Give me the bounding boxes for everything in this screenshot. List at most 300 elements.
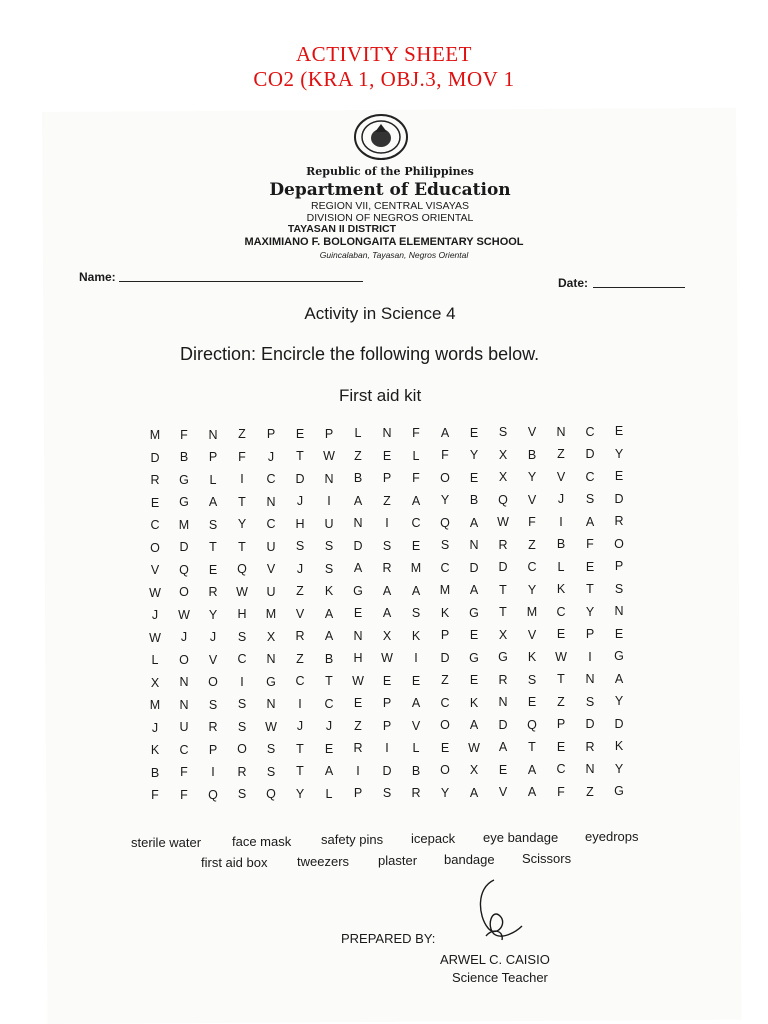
grid-letter[interactable]: R <box>585 739 595 754</box>
grid-letter[interactable]: F <box>557 784 565 799</box>
grid-letter[interactable]: E <box>469 470 479 485</box>
grid-letter[interactable]: S <box>411 606 421 621</box>
grid-letter[interactable]: N <box>469 538 479 553</box>
grid-letter[interactable]: E <box>469 673 479 688</box>
grid-letter[interactable]: Y <box>585 604 595 619</box>
grid-letter[interactable]: X <box>469 763 479 778</box>
grid-letter[interactable]: B <box>179 450 189 465</box>
grid-letter[interactable]: L <box>354 426 362 441</box>
grid-letter[interactable]: J <box>325 719 333 734</box>
grid-letter[interactable]: F <box>412 426 420 441</box>
grid-letter[interactable]: B <box>527 447 537 462</box>
grid-letter[interactable]: S <box>237 787 247 802</box>
grid-letter[interactable]: W <box>265 719 277 734</box>
grid-letter[interactable]: T <box>325 674 333 689</box>
grid-letter[interactable]: C <box>585 424 595 439</box>
grid-letter[interactable]: L <box>151 653 159 667</box>
grid-letter[interactable]: I <box>385 741 389 756</box>
grid-letter[interactable]: E <box>440 740 450 755</box>
grid-letter[interactable]: C <box>527 560 537 575</box>
grid-letter[interactable]: P <box>556 717 566 732</box>
grid-letter[interactable]: A <box>353 561 363 576</box>
grid-letter[interactable]: B <box>324 651 334 666</box>
grid-letter[interactable]: C <box>179 742 189 757</box>
grid-letter[interactable]: Y <box>614 694 624 709</box>
grid-letter[interactable]: A <box>469 515 479 530</box>
grid-letter[interactable]: G <box>614 784 624 799</box>
grid-letter[interactable]: C <box>585 469 595 484</box>
grid-letter[interactable]: J <box>296 494 304 509</box>
grid-letter[interactable]: T <box>238 539 246 554</box>
grid-letter[interactable]: K <box>440 605 450 620</box>
grid-letter[interactable]: P <box>382 471 392 486</box>
grid-letter[interactable]: S <box>266 764 276 779</box>
grid-letter[interactable]: I <box>327 494 331 509</box>
grid-letter[interactable]: Y <box>527 470 537 485</box>
grid-letter[interactable]: W <box>236 584 248 599</box>
grid-letter[interactable]: W <box>381 651 393 666</box>
grid-letter[interactable]: A <box>353 493 363 508</box>
grid-letter[interactable]: Z <box>441 673 449 688</box>
grid-letter[interactable]: O <box>150 540 160 555</box>
grid-letter[interactable]: Y <box>527 582 537 597</box>
grid-letter[interactable]: N <box>179 675 189 690</box>
grid-letter[interactable]: Y <box>208 607 218 622</box>
grid-letter[interactable]: R <box>237 764 247 779</box>
grid-letter[interactable]: K <box>324 584 334 599</box>
grid-letter[interactable]: F <box>586 537 594 552</box>
grid-letter[interactable]: G <box>614 649 624 664</box>
grid-letter[interactable]: Z <box>354 448 362 463</box>
grid-letter[interactable]: D <box>585 717 595 732</box>
grid-letter[interactable]: R <box>382 561 392 576</box>
grid-letter[interactable]: V <box>295 606 305 621</box>
grid-letter[interactable]: C <box>440 695 450 710</box>
direction-text: Direction: Encircle the following words below. <box>180 344 540 364</box>
grid-letter[interactable]: R <box>353 741 363 756</box>
grid-letter[interactable]: B <box>150 765 160 780</box>
grid-letter[interactable]: W <box>468 740 480 755</box>
grid-letter[interactable]: E <box>295 426 305 441</box>
grid-letter[interactable]: U <box>266 584 276 599</box>
grid-letter[interactable]: O <box>440 470 450 485</box>
grid-letter[interactable]: E <box>585 559 595 574</box>
grid-letter[interactable]: X <box>498 470 508 485</box>
grid-letter[interactable]: J <box>209 630 217 645</box>
grid-letter[interactable]: B <box>556 537 566 552</box>
grid-letter[interactable]: F <box>528 515 536 530</box>
grid-letter[interactable]: I <box>559 514 563 529</box>
grid-letter[interactable]: S <box>208 697 218 712</box>
grid-letter[interactable]: Q <box>498 492 508 507</box>
grid-letter[interactable]: E <box>614 424 624 439</box>
name-label: Name: <box>79 270 116 284</box>
grid-letter[interactable]: A <box>585 514 595 529</box>
grid-letter[interactable]: W <box>352 673 364 688</box>
school-name: MAXIMIANO F. BOLONGAITA ELEMENTARY SCHOOL <box>244 236 524 248</box>
grid-letter[interactable]: E <box>353 606 363 621</box>
grid-letter[interactable]: N <box>266 697 276 712</box>
grid-letter[interactable]: K <box>150 743 160 757</box>
grid-letter[interactable]: P <box>382 696 392 711</box>
grid-letter[interactable]: W <box>149 630 161 645</box>
grid-letter[interactable]: G <box>498 650 508 665</box>
republic-line: Republic of the Philippines <box>306 165 474 178</box>
grid-letter[interactable]: D <box>469 560 479 575</box>
grid-letter[interactable]: Y <box>440 493 450 508</box>
grid-letter[interactable]: V <box>266 562 276 577</box>
grid-letter[interactable]: L <box>412 448 420 463</box>
grid-letter[interactable]: L <box>325 786 333 801</box>
grid-letter[interactable]: A <box>382 606 392 621</box>
grid-letter[interactable]: G <box>469 605 479 620</box>
grid-letter[interactable]: Z <box>238 427 246 442</box>
grid-letter[interactable]: K <box>469 695 479 710</box>
word-item: icepack <box>411 831 456 846</box>
grid-letter[interactable]: Z <box>586 784 594 799</box>
grid-letter[interactable]: T <box>238 494 246 509</box>
grid-letter[interactable]: I <box>211 765 215 780</box>
grid-letter[interactable]: Z <box>296 584 304 599</box>
grid-letter[interactable]: M <box>149 428 161 442</box>
grid-letter[interactable]: M <box>439 583 451 598</box>
grid-letter[interactable]: R <box>208 585 218 600</box>
grid-letter[interactable]: A <box>324 606 334 621</box>
grid-letter[interactable]: F <box>441 448 449 463</box>
grid-letter[interactable]: V <box>411 718 421 733</box>
grid-letter[interactable]: D <box>614 716 624 731</box>
grid-letter[interactable]: A <box>527 785 537 800</box>
grid-letter[interactable]: S <box>498 425 508 440</box>
grid-letter[interactable]: Z <box>296 651 304 666</box>
grid-letter[interactable]: R <box>295 629 305 644</box>
grid-letter[interactable]: Q <box>237 562 247 577</box>
grid-letter[interactable]: H <box>353 651 363 666</box>
grid-letter[interactable]: Z <box>528 537 536 552</box>
grid-letter[interactable]: U <box>324 516 334 531</box>
grid-letter[interactable]: T <box>296 764 304 779</box>
grid-letter[interactable]: A <box>469 583 479 598</box>
grid-letter[interactable]: W <box>555 649 567 664</box>
grid-letter[interactable]: S <box>324 561 334 576</box>
grid-letter[interactable]: Y <box>440 785 450 800</box>
grid-letter[interactable]: R <box>498 537 508 552</box>
grid-letter[interactable]: Z <box>557 447 565 462</box>
grid-letter[interactable]: S <box>585 492 595 507</box>
grid-letter[interactable]: N <box>585 672 595 687</box>
grid-letter[interactable]: G <box>353 583 363 598</box>
grid-letter[interactable]: A <box>498 740 508 755</box>
grid-letter[interactable]: E <box>498 762 508 777</box>
grid-letter[interactable]: R <box>208 720 218 735</box>
grid-letter[interactable]: F <box>180 427 188 442</box>
grid-letter[interactable]: I <box>240 674 244 689</box>
grid-letter[interactable]: Z <box>383 493 391 508</box>
grid-letter[interactable]: D <box>498 717 508 732</box>
grid-letter[interactable]: D <box>150 450 160 465</box>
grid-letter[interactable]: E <box>614 626 624 641</box>
grid-letter[interactable]: O <box>179 652 189 667</box>
grid-letter[interactable]: A <box>469 785 479 800</box>
grid-letter[interactable]: L <box>557 559 565 574</box>
grid-letter[interactable]: D <box>614 491 624 506</box>
grid-letter[interactable]: T <box>499 582 507 597</box>
grid-letter[interactable]: A <box>324 764 334 779</box>
grid-letter[interactable]: N <box>498 695 508 710</box>
grid-letter[interactable]: E <box>411 538 421 553</box>
grid-letter[interactable]: C <box>266 517 276 532</box>
grid-letter[interactable]: P <box>208 450 218 465</box>
grid-letter[interactable]: E <box>382 448 392 463</box>
grid-letter[interactable]: S <box>382 786 392 801</box>
grid-letter[interactable]: D <box>440 650 450 665</box>
grid-letter[interactable]: I <box>414 651 418 666</box>
grid-letter[interactable]: F <box>180 787 188 802</box>
grid-letter[interactable]: V <box>527 492 537 507</box>
grid-letter[interactable]: E <box>469 628 479 643</box>
grid-letter[interactable]: X <box>498 447 508 462</box>
grid-letter[interactable]: C <box>556 762 566 777</box>
grid-letter[interactable]: E <box>353 696 363 711</box>
grid-letter[interactable]: O <box>179 585 189 600</box>
grid-letter[interactable]: S <box>585 694 595 709</box>
grid-letter[interactable]: G <box>179 472 189 487</box>
school-address: Guincalaban, Tayasan, Negros Oriental <box>319 250 469 260</box>
grid-letter[interactable]: E <box>411 673 421 688</box>
grid-letter[interactable]: J <box>557 492 565 507</box>
grid-letter[interactable]: A <box>440 425 450 440</box>
grid-letter[interactable]: I <box>240 472 244 487</box>
grid-letter[interactable]: N <box>353 628 363 643</box>
grid-letter[interactable]: E <box>469 425 479 440</box>
grid-letter[interactable]: S <box>295 539 305 554</box>
grid-letter[interactable]: T <box>296 741 304 756</box>
grid-letter[interactable]: B <box>469 493 479 508</box>
grid-letter[interactable]: N <box>353 516 363 531</box>
grid-letter[interactable]: E <box>382 673 392 688</box>
grid-letter[interactable]: J <box>151 720 159 735</box>
grid-letter[interactable]: R <box>150 473 160 487</box>
grid-letter[interactable]: A <box>469 718 479 733</box>
grid-letter[interactable]: X <box>266 629 276 644</box>
grid-letter[interactable]: O <box>614 536 624 551</box>
grid-letter[interactable]: P <box>382 718 392 733</box>
grid-letter[interactable]: T <box>296 449 304 464</box>
district-line: TAYASAN II DISTRICT <box>287 223 397 235</box>
word-item: plaster <box>378 853 418 868</box>
grid-letter[interactable]: K <box>527 650 537 665</box>
grid-letter[interactable]: L <box>209 472 217 487</box>
grid-letter[interactable]: W <box>149 585 161 600</box>
grid-letter[interactable]: C <box>295 674 305 689</box>
grid-letter[interactable]: A <box>382 583 392 598</box>
grid-letter[interactable]: C <box>556 604 566 619</box>
grid-letter[interactable]: B <box>353 471 363 486</box>
grid-letter[interactable]: W <box>497 515 509 530</box>
grid-letter[interactable]: A <box>527 762 537 777</box>
grid-letter[interactable]: N <box>266 652 276 667</box>
grid-letter[interactable]: E <box>527 695 537 710</box>
grid-letter[interactable]: C <box>150 518 160 532</box>
grid-letter[interactable]: N <box>585 762 595 777</box>
grid-letter[interactable]: I <box>385 516 389 531</box>
grid-letter[interactable]: A <box>324 629 334 644</box>
grid-letter[interactable]: S <box>382 538 392 553</box>
grid-letter[interactable]: F <box>238 449 246 464</box>
grid-letter[interactable]: V <box>150 563 160 577</box>
grid-letter[interactable]: Z <box>557 694 565 709</box>
grid-letter[interactable]: C <box>440 560 450 575</box>
word-item: bandage <box>444 852 495 867</box>
word-item: safety pins <box>321 832 384 847</box>
grid-letter[interactable]: U <box>266 539 276 554</box>
grid-letter[interactable]: M <box>410 561 422 576</box>
grid-letter[interactable]: S <box>237 697 247 712</box>
grid-letter[interactable]: R <box>614 514 624 529</box>
grid-letter[interactable]: C <box>411 516 421 531</box>
grid-letter[interactable]: A <box>614 671 624 686</box>
grid-letter[interactable]: T <box>586 582 594 597</box>
grid-letter[interactable]: S <box>266 742 276 757</box>
grid-letter[interactable]: T <box>209 540 217 555</box>
grid-letter[interactable]: D <box>585 447 595 462</box>
grid-letter[interactable]: S <box>237 719 247 734</box>
grid-letter[interactable]: G <box>266 674 276 689</box>
grid-letter[interactable]: X <box>150 675 160 690</box>
grid-letter[interactable]: K <box>556 582 566 597</box>
grid-letter[interactable]: P <box>353 786 363 801</box>
grid-letter[interactable]: Q <box>440 515 450 530</box>
grid-letter[interactable]: J <box>267 449 275 464</box>
grid-letter[interactable]: Y <box>614 446 624 461</box>
grid-letter[interactable]: Q <box>266 787 276 802</box>
grid-letter[interactable]: O <box>208 675 218 690</box>
grid-letter[interactable]: M <box>526 605 538 620</box>
grid-letter[interactable]: F <box>151 788 159 802</box>
grid-letter[interactable]: P <box>266 427 276 442</box>
grid-letter[interactable]: Z <box>354 718 362 733</box>
grid-letter[interactable]: S <box>527 672 537 687</box>
grid-letter[interactable]: V <box>527 627 537 642</box>
grid-letter[interactable]: M <box>265 607 277 622</box>
grid-letter[interactable]: N <box>382 426 392 441</box>
grid-letter[interactable]: K <box>411 628 421 643</box>
grid-letter[interactable]: Y <box>614 761 624 776</box>
grid-letter[interactable]: Q <box>179 562 189 577</box>
grid-letter[interactable]: Q <box>527 717 537 732</box>
grid-letter[interactable]: J <box>180 630 188 645</box>
grid-letter[interactable]: E <box>556 739 566 754</box>
grid-letter[interactable]: H <box>237 607 247 622</box>
grid-letter[interactable]: T <box>557 672 565 687</box>
grid-letter[interactable]: D <box>498 560 508 575</box>
grid-letter[interactable]: E <box>556 627 566 642</box>
division-line: DIVISION OF NEGROS ORIENTAL <box>306 212 474 224</box>
grid-letter[interactable]: K <box>614 739 624 754</box>
grid-letter[interactable]: W <box>323 449 335 464</box>
grid-letter[interactable]: I <box>588 649 592 664</box>
grid-letter[interactable]: N <box>266 494 276 509</box>
grid-letter[interactable]: D <box>353 538 363 553</box>
grid-letter[interactable]: E <box>324 741 334 756</box>
grid-letter[interactable]: C <box>237 652 247 667</box>
grid-letter[interactable]: S <box>324 539 334 554</box>
grid-letter[interactable]: F <box>412 471 420 486</box>
grid-letter[interactable]: P <box>324 426 334 441</box>
grid-letter[interactable]: I <box>298 696 302 711</box>
grid-letter[interactable]: A <box>411 696 421 711</box>
grid-letter[interactable]: P <box>585 627 595 642</box>
grid-letter[interactable]: E <box>614 469 624 484</box>
grid-letter[interactable]: V <box>556 469 566 484</box>
grid-letter[interactable]: S <box>614 581 624 596</box>
grid-letter[interactable]: E <box>150 495 160 510</box>
grid-letter[interactable]: I <box>356 763 360 778</box>
grid-letter[interactable]: N <box>208 427 218 442</box>
grid-letter[interactable]: V <box>498 785 508 800</box>
grid-letter[interactable]: F <box>180 765 188 780</box>
grid-letter[interactable]: C <box>266 472 276 487</box>
grid-letter[interactable]: J <box>151 608 159 622</box>
grid-letter[interactable]: S <box>440 538 450 553</box>
grid-letter[interactable]: J <box>296 561 304 576</box>
grid-letter[interactable]: U <box>179 720 189 735</box>
grid-letter[interactable]: D <box>295 471 305 486</box>
grid-letter[interactable]: G <box>179 495 189 510</box>
grid-letter[interactable]: L <box>412 741 420 756</box>
grid-letter[interactable]: W <box>178 607 190 622</box>
grid-letter[interactable]: S <box>237 629 247 644</box>
grid-letter[interactable]: D <box>179 540 189 555</box>
grid-letter[interactable]: N <box>556 424 566 439</box>
grid-letter[interactable]: N <box>179 697 189 712</box>
grid-letter[interactable]: M <box>178 517 190 532</box>
grid-letter[interactable]: A <box>411 583 421 598</box>
grid-letter[interactable]: G <box>469 650 479 665</box>
grid-letter[interactable]: E <box>208 562 218 577</box>
grid-letter[interactable]: X <box>498 627 508 642</box>
grid-letter[interactable]: B <box>411 763 421 778</box>
grid-letter[interactable]: O <box>237 742 247 757</box>
grid-letter[interactable]: M <box>149 698 161 712</box>
grid-letter[interactable]: J <box>296 719 304 734</box>
grid-letter[interactable]: A <box>411 493 421 508</box>
grid-letter[interactable]: O <box>440 718 450 733</box>
grid-letter[interactable]: T <box>528 740 536 755</box>
grid-letter[interactable]: P <box>440 628 450 643</box>
grid-letter[interactable]: S <box>208 517 218 532</box>
grid-letter[interactable]: V <box>527 425 537 440</box>
grid-letter[interactable]: P <box>208 742 218 757</box>
grid-letter[interactable]: Y <box>237 517 247 532</box>
grid-letter[interactable]: Y <box>469 448 479 463</box>
grid-letter[interactable]: P <box>614 559 624 574</box>
grid-letter[interactable]: D <box>382 763 392 778</box>
grid-letter[interactable]: R <box>498 672 508 687</box>
grid-letter[interactable]: N <box>614 604 624 619</box>
grid-letter[interactable]: A <box>208 495 218 510</box>
grid-letter[interactable]: R <box>411 786 421 801</box>
grid-letter[interactable]: N <box>324 471 334 486</box>
grid-letter[interactable]: T <box>499 605 507 620</box>
grid-letter[interactable]: C <box>324 696 334 711</box>
grid-letter[interactable]: Y <box>295 786 305 801</box>
grid-letter[interactable]: X <box>382 628 392 643</box>
grid-letter[interactable]: V <box>208 652 218 667</box>
grid-letter[interactable]: Q <box>208 787 218 802</box>
grid-letter[interactable]: O <box>440 763 450 778</box>
grid-letter[interactable]: H <box>295 516 305 531</box>
